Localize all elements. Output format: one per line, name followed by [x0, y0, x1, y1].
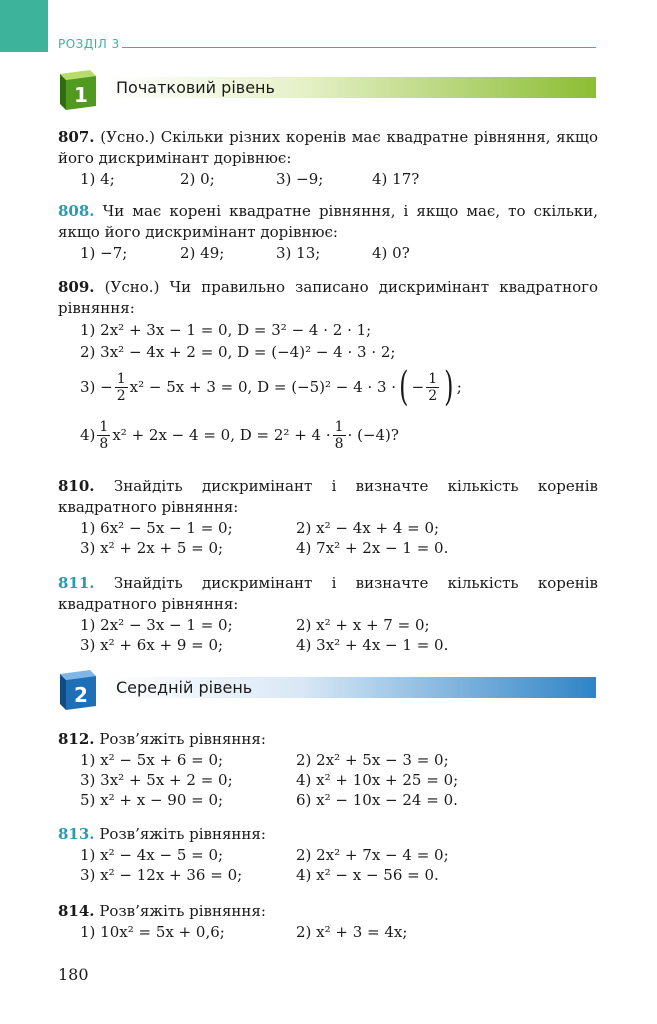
problem-number: 810. — [58, 477, 95, 495]
equation-item: 3) x² + 6x + 9 = 0; — [80, 636, 224, 654]
option: 1) −7; — [80, 244, 128, 262]
equations-grid — [58, 518, 598, 558]
equation-item-3: 3) − $\frac{1}{2}$ x² − 5x + 3 = 0, D = (−5)² − 4 · 3 · ( − $\frac{1}{2}$ ) ; — [80, 364, 462, 410]
equation-item: 5) x² + x − 90 = 0; — [80, 791, 224, 809]
equation-item: 1) 2x² + 3x − 1 = 0, D = 3² − 4 · 2 · 1; — [80, 321, 372, 339]
equation-item: 1) 10x² = 5x + 0,6; — [80, 923, 225, 941]
equation-item: 2) x² + 3 = 4x; — [296, 923, 408, 941]
eq-end: · (−4)? — [347, 425, 399, 444]
problem-text: Знайдіть дискримінант і визначте кількість коренів квадратного рівняння: — [58, 477, 598, 516]
equation-item: 2) x² + x + 7 = 0; — [296, 616, 430, 634]
equation-item: 2) 2x² + 7x − 4 = 0; — [296, 846, 449, 864]
equation-item: 2) 3x² − 4x + 2 = 0, D = (−4)² − 4 · 3 · 2; — [80, 343, 396, 361]
problem-808 — [58, 201, 598, 264]
equation-item: 2) x² − 4x + 4 = 0; — [296, 519, 440, 537]
fraction: $\frac{1}{2}$ — [428, 370, 438, 404]
equation-item: 3) x² + 2x + 5 = 0; — [80, 539, 224, 557]
level-2-number: 2 — [74, 683, 88, 707]
level-1-number: 1 — [74, 83, 88, 107]
section-label: РОЗДІЛ 3 — [58, 37, 120, 51]
blue-cube-icon — [56, 666, 100, 710]
eq-end: ; — [456, 377, 462, 396]
option: 4) 17? — [372, 170, 420, 188]
option: 3) 13; — [276, 244, 321, 262]
problem-810 — [58, 476, 598, 558]
fraction: $\frac{1}{8}$ — [99, 418, 109, 452]
problem-number: 807. — [58, 128, 95, 146]
equation-item: 1) x² − 4x − 5 = 0; — [80, 846, 224, 864]
page-number: 180 — [58, 965, 89, 984]
problem-number: 808. — [58, 202, 95, 220]
problem-number: 812. — [58, 730, 95, 748]
option: 2) 0; — [180, 170, 215, 188]
equation-item-4 — [58, 411, 598, 459]
problem-812 — [58, 729, 598, 810]
problem-text: Розв’яжіть рівняння: — [94, 730, 266, 748]
problem-813 — [58, 824, 598, 885]
eq-prefix: 4) — [80, 425, 96, 444]
problem-text: Розв’яжіть рівняння: — [94, 825, 266, 843]
corner-tab — [0, 0, 48, 52]
problem-number: 813. — [58, 825, 95, 843]
eq-middle: x² − 5x + 3 = 0, D = (−5)² − 4 · 3 · — [129, 377, 397, 396]
equation-item: 4) 3x² + 4x − 1 = 0. — [296, 636, 449, 654]
options-row — [58, 243, 598, 264]
problem-number: 811. — [58, 574, 95, 592]
equation-item: 2) 2x² + 5x − 3 = 0; — [296, 751, 449, 769]
eq-middle: x² + 2x − 4 = 0, D = 2² + 4 · — [112, 425, 331, 444]
equation-item: 3) 3x² + 5x + 2 = 0; — [80, 771, 233, 789]
option: 2) 49; — [180, 244, 225, 262]
level-2-header — [56, 666, 596, 710]
problem-number: 809. — [58, 278, 95, 296]
equation-item: 4) x² + 10x + 25 = 0; — [296, 771, 459, 789]
problem-text: Знайдіть дискримінант і визначте кількість коренів квадратного рівняння: — [58, 574, 598, 613]
eq-inner-sign: − — [411, 377, 425, 396]
problem-text: (Усно.) Скільки різних коренів має квадратне рівняння, якщо його дискримінант дорівнює: — [58, 128, 598, 167]
fraction: $\frac{1}{8}$ — [334, 418, 344, 452]
problem-811 — [58, 573, 598, 655]
level-1-header — [56, 66, 596, 110]
equation-item: 3) x² − 12x + 36 = 0; — [80, 866, 243, 884]
option: 3) −9; — [276, 170, 324, 188]
options-row — [58, 169, 598, 190]
problem-809 — [58, 277, 598, 459]
level-1-title: Початковий рівень — [116, 78, 275, 97]
equation-item: 1) x² − 5x + 6 = 0; — [80, 751, 224, 769]
equation-item: 1) 6x² − 5x − 1 = 0; — [80, 519, 233, 537]
problem-text: Розв’яжіть рівняння: — [94, 902, 266, 920]
problem-814 — [58, 901, 598, 942]
equation-item: 4) 7x² + 2x − 1 = 0. — [296, 539, 449, 557]
fraction: $\frac{1}{2}$ — [116, 370, 126, 404]
problem-text: Чи має корені квадратне рівняння, і якщо має, то скільки, якщо його дискримінант дорівнює: — [58, 202, 598, 241]
green-cube-icon — [56, 66, 100, 110]
section-rule — [122, 47, 596, 48]
level-2-title: Середній рівень — [116, 678, 253, 697]
problem-text: (Усно.) Чи правильно записано дискримінант квадратного рівняння: — [58, 278, 598, 317]
eq-prefix: 3) − — [80, 377, 113, 396]
equation-item: 4) x² − x − 56 = 0. — [296, 866, 439, 884]
equations-list — [58, 319, 598, 363]
problem-number: 814. — [58, 902, 95, 920]
equations-grid — [58, 615, 598, 655]
equations-grid — [58, 922, 598, 942]
option: 1) 4; — [80, 170, 115, 188]
option: 4) 0? — [372, 244, 410, 262]
equations-grid — [58, 750, 598, 810]
problem-807 — [58, 127, 598, 190]
equation-item: 6) x² − 10x − 24 = 0. — [296, 791, 458, 809]
equation-item: 1) 2x² − 3x − 1 = 0; — [80, 616, 233, 634]
equations-grid — [58, 845, 598, 885]
